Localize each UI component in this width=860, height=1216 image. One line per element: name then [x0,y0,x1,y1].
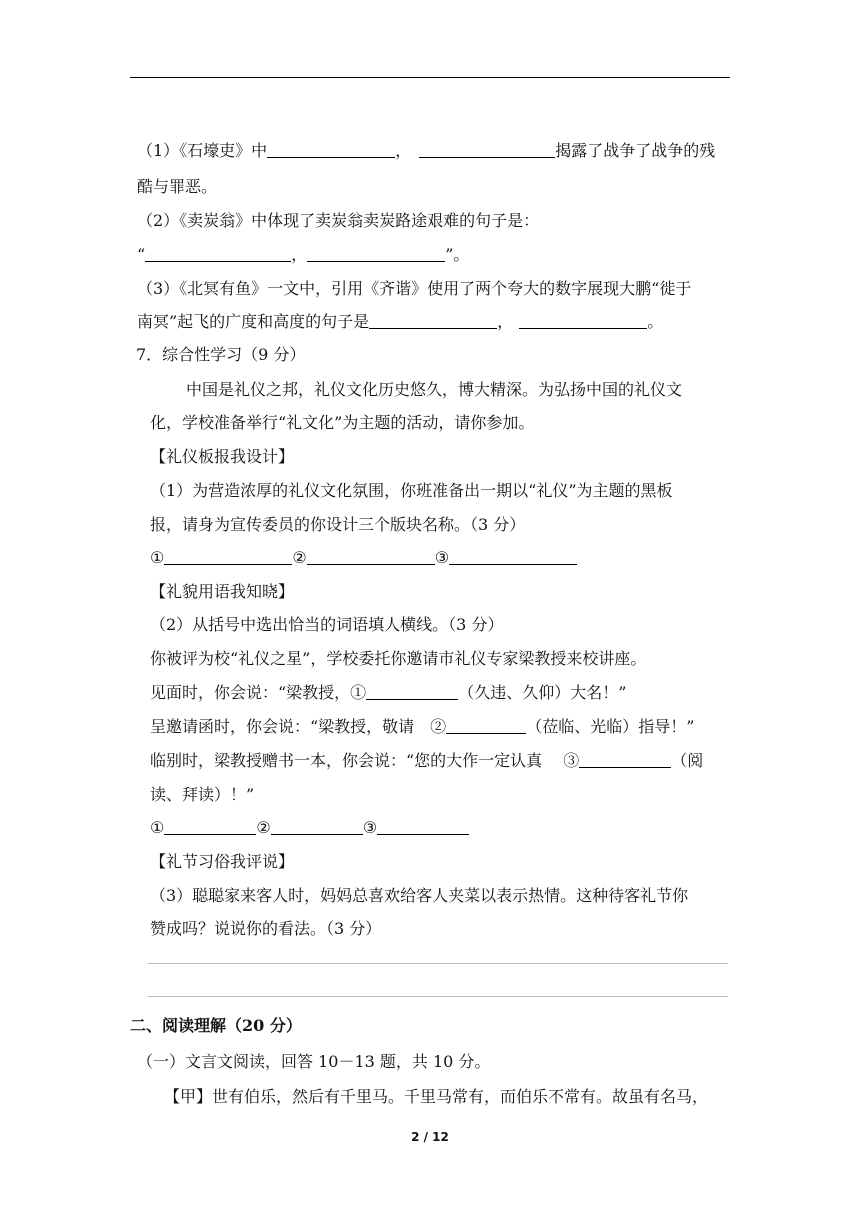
blank-3[interactable] [579,751,671,768]
text: （莅临、光临）指导！” [526,717,695,736]
part2-subtitle: （一）文言文阅读，回答 10－13 题，共 10 分。 [137,1052,491,1071]
q6-item-1-cont [137,177,217,197]
text: 临别时，梁教授赠书一本，你会说：“您的大作一定认真 ③ [150,751,580,770]
q6-item-1-text-b: ， [395,141,412,160]
q6-item-1-text-d: 酷与罪恶。 [137,177,218,196]
q6-item-1-text-a: （1）《石壕吏》中 [137,141,268,160]
part2-title: 二、阅读理解（20 分） [130,1016,302,1035]
blank-2[interactable] [446,717,526,734]
section-title-board: 【礼仪板报我设计】 [150,447,295,466]
page-number: 2 / 12 [411,1130,449,1144]
q6-item-3 [137,279,691,299]
open-quote: “ [137,245,146,264]
answer-blank-2[interactable] [307,548,435,565]
section-title-polite: 【礼貌用语我知晓】 [150,582,295,601]
q7-intro-1: 中国是礼仪之邦，礼仪文化历史悠久，博大精深。为弘扬中国的礼仪文 [186,380,683,399]
circle-2: ② [256,818,271,837]
period: 。 [647,312,664,331]
q7-sub2-line2 [150,683,626,703]
blank[interactable] [369,312,497,329]
answer-blank-3[interactable] [377,818,469,835]
q7-sub1-line1: （1）为营造浓厚的礼仪文化氛围，你班准备出一期以“礼仪”为主题的黑板 [150,481,673,500]
header-rule [130,77,730,78]
close-quote: ”。 [445,245,470,264]
q6-item-1 [137,141,715,161]
q6-item-3-text-b: 南冥”起飞的广度和高度的句子是 [137,312,370,331]
q7-title: 7．综合性学习（9 分） [136,345,306,364]
q7-sub1-answers [150,548,577,568]
q7-sub2-line1: 你被评为校“礼仪之星”，学校委托你邀请市礼仪专家梁教授来校讲座。 [150,649,647,668]
answer-blank-2[interactable] [271,818,363,835]
text: （阅 [671,751,704,770]
blank[interactable] [267,141,395,158]
blank[interactable] [419,141,555,158]
answer-line-1[interactable] [148,963,728,964]
answer-blank-3[interactable] [449,548,577,565]
q6-item-3-text-a: （3）《北冥有鱼》一文中，引用《齐谐》使用了两个夸大的数字展现大鹏“徙于 [137,279,692,298]
section-title-customs: 【礼节习俗我评说】 [150,852,295,871]
blank-1[interactable] [366,683,458,700]
q6-item-2-text: （2）《卖炭翁》中体现了卖炭翁卖炭路途艰难的句子是： [137,211,540,230]
q7-sub2-question: （2）从括号中选出恰当的词语填人横线。（3 分） [150,615,504,634]
circle-3: ③ [362,818,378,837]
blank[interactable] [307,245,445,262]
text: （久违、久仰）大名！” [458,683,627,702]
q7-intro-2: 化，学校准备举行“礼文化”为主题的活动，请你参加。 [150,413,535,432]
circle-2: ② [292,548,307,567]
q7-sub3-line2: 赞成吗？说说你的看法。（3 分） [150,919,382,938]
circle-1: ① [150,818,165,837]
q7-sub2-line4 [150,751,703,771]
circle-3: ③ [434,548,450,567]
q6-item-1-text-c: 揭露了战争了战争的残 [555,141,716,160]
q6-item-2-answer [137,245,469,265]
answer-blank-1[interactable] [164,818,256,835]
comma: ， [291,245,308,264]
text: 呈邀请函时，你会说：“梁教授，敬请 ② [150,717,447,736]
comma: ， [497,312,514,331]
q7-sub3-line1: （3）聪聪家来客人时，妈妈总喜欢给客人夹菜以表示热情。这种待客礼节你 [150,886,689,905]
q6-item-3-cont [137,312,663,332]
blank[interactable] [519,312,647,329]
text: 见面时，你会说：“梁教授，① [150,683,367,702]
answer-line-2[interactable] [148,996,728,997]
part2-text-line1: 【甲】世有伯乐，然后有千里马。千里马常有，而伯乐不常有。故虽有名马， [164,1087,709,1106]
q7-sub2-answers [150,818,469,838]
q7-sub1-line2: 报，请身为宣传委员的你设计三个版块名称。（3 分） [150,515,526,534]
circle-1: ① [150,548,165,567]
q6-item-2 [137,211,539,231]
blank[interactable] [145,245,291,262]
q7-sub2-line5: 读、拜读）！” [150,785,255,804]
q7-sub2-line3 [150,717,694,737]
answer-blank-1[interactable] [164,548,292,565]
